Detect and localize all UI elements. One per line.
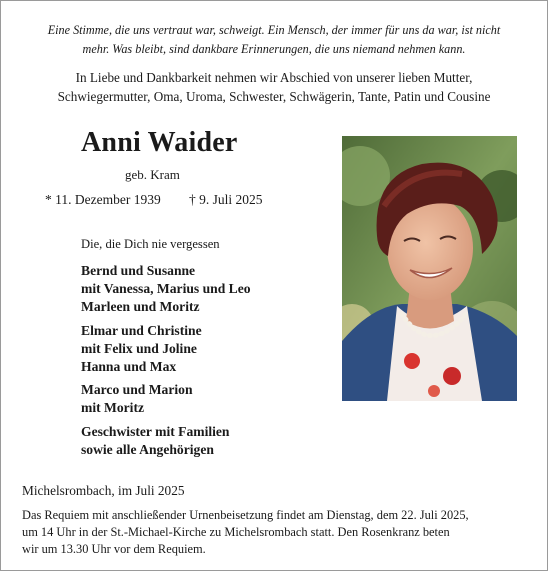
memorial-quote [17, 21, 531, 59]
deceased-name: Anni Waider [81, 127, 238, 158]
requiem-line: wir um 13.30 Uhr vor dem Requiem. [22, 541, 206, 556]
family-line: mit Vanessa, Marius und Leo [81, 281, 251, 297]
maiden-name: geb. Kram [125, 167, 180, 182]
family-group [81, 262, 251, 317]
requiem-line: Das Requiem mit anschließender Urnenbeisetzung findet am Dienstag, dem 22. Juli 2025, [22, 508, 469, 522]
quote-line: Eine Stimme, die uns vertraut war, schweigt. Ein Mensch, der immer für uns da war, ist nicht [47, 23, 501, 37]
intro-line: Schwiegermutter, Oma, Uroma, Schwester, Schwägerin, Tante, Patin und Cousine [57, 89, 491, 104]
family-line: Bernd und Susanne [81, 263, 196, 278]
family-line: Marco und Marion [81, 382, 193, 398]
family-line: Hanna und Max [81, 359, 177, 375]
family-group [81, 322, 251, 377]
portrait-photo [342, 136, 517, 401]
family-line: mit Felix und Joline [81, 340, 197, 356]
requiem-line: um 14 Uhr in der St.-Michael-Kirche zu Michelsrombach statt. Den Rosenkranz beten [22, 524, 450, 539]
family-line: Geschwister mit Familien [81, 423, 230, 439]
farewell-intro [11, 68, 537, 106]
family-line: sowie alle Angehörigen [81, 441, 214, 457]
place-and-date: Michelsrombach, im Juli 2025 [22, 483, 185, 498]
family-group [81, 423, 251, 459]
death-date: † 9. Juli 2025 [189, 192, 263, 207]
birth-date: * 11. Dezember 1939 [45, 192, 161, 207]
mourners-intro: Die, die Dich nie vergessen [81, 237, 220, 251]
family-line: mit Moritz [81, 400, 145, 416]
family-group [81, 381, 251, 417]
mourners-list [81, 262, 251, 464]
intro-line: In Liebe und Dankbarkeit nehmen wir Abschied von unserer lieben Mutter, [75, 70, 473, 85]
family-line: Elmar und Christine [81, 322, 202, 338]
quote-line: mehr. Was bleibt, sind dankbare Erinnerungen, die uns niemand nehmen kann. [82, 42, 466, 56]
requiem-info [22, 507, 539, 557]
family-line: Marleen und Moritz [81, 299, 200, 315]
